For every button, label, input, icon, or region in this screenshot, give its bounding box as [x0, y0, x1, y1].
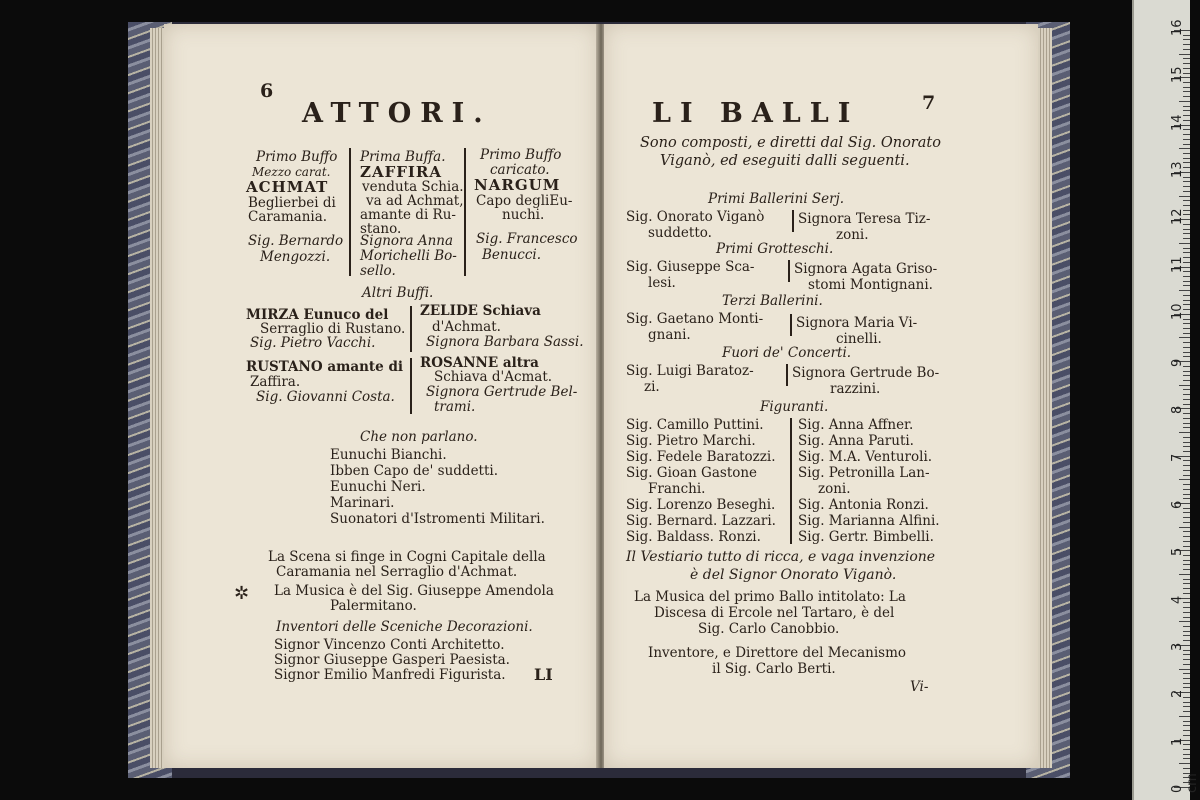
figurante-name: zoni. [818, 481, 851, 497]
ruler-tick [1183, 423, 1190, 424]
ruler-tick [1183, 186, 1190, 187]
ruler-number: 13 [1170, 161, 1185, 178]
dancer-name: Sig. Onorato Viganò [626, 209, 765, 225]
ruler-tick [1183, 683, 1190, 684]
page-number: 6 [260, 80, 274, 102]
page-edges-right [1038, 28, 1052, 768]
music-credit: La Musica è del Sig. Giuseppe Amendola [274, 583, 554, 599]
machinery-credit: il Sig. Carlo Berti. [712, 661, 836, 677]
ruler-tick [1183, 626, 1190, 627]
ruler-number: 11 [1170, 255, 1185, 273]
role-label: Primo Buffo [256, 149, 338, 165]
ruler-tick [1183, 404, 1190, 405]
music-credit: Sig. Carlo Canobbio. [698, 621, 840, 637]
figurante-name: Sig. Fedele Baratozzi. [626, 449, 776, 465]
figurante-name: Sig. Gioan Gastone [626, 465, 758, 481]
ruler-tick [1183, 181, 1190, 182]
ruler-tick [1183, 91, 1190, 92]
character-desc: stano. [360, 221, 402, 237]
ruler-tick [1179, 337, 1190, 338]
ruler-tick [1183, 560, 1190, 561]
ruler-tick [1183, 758, 1190, 759]
ruler-number: 15 [1170, 66, 1185, 84]
character-name: ZAFFIRA [360, 163, 443, 181]
ruler-tick [1183, 489, 1190, 490]
section-heading: Primi Ballerini Serj. [708, 191, 845, 207]
ruler-tick [1183, 706, 1190, 707]
scene-text: La Scena si finge in Cogni Capitale della [268, 549, 546, 565]
ruler-tick [1183, 593, 1190, 594]
character-line: RUSTANO amante di [246, 359, 404, 375]
ruler-tick [1183, 442, 1190, 443]
ruler-tick [1179, 716, 1190, 717]
dancer-name: Signora Gertrude Bo- [792, 365, 940, 381]
character-desc: Schiava d'Acmat. [434, 369, 553, 385]
character-desc: Capo degliEu- [476, 193, 573, 209]
page-heading: ATTORI. [302, 98, 492, 129]
non-speaking-item: Ibben Capo de' suddetti. [330, 463, 499, 479]
ruler-tick [1183, 238, 1190, 239]
ruler-tick [1183, 569, 1190, 570]
figurante-name: Sig. Anna Paruti. [798, 433, 914, 449]
ruler-tick [1183, 233, 1190, 234]
character-desc: Zaffira. [250, 374, 301, 390]
figurante-name: Sig. Gertr. Bimbelli. [798, 529, 934, 545]
ruler-number: 10 [1170, 303, 1185, 320]
ruler-tick [1183, 300, 1190, 301]
ruler-tick [1183, 96, 1190, 97]
page-edges-left [150, 28, 164, 768]
ruler-tick [1183, 617, 1190, 618]
ruler-number: 16 [1170, 19, 1185, 36]
actor-name: Sig. Bernardo [248, 233, 344, 249]
figurante-name: Sig. Camillo Puttini. [626, 417, 764, 433]
ruler-tick [1183, 44, 1190, 45]
column-divider [349, 148, 351, 276]
ruler-tick [1179, 243, 1190, 244]
ruler-tick [1183, 285, 1190, 286]
dancer-name: cinelli. [836, 331, 882, 347]
actor-name: trami. [434, 399, 476, 415]
ruler-tick [1183, 579, 1190, 580]
character-line: ZELIDE Schiava [420, 303, 541, 319]
ruler-tick [1183, 687, 1190, 688]
figurante-name: Sig. Petronilla Lan- [798, 465, 930, 481]
ruler-tick [1183, 276, 1190, 277]
actor-name: Sig. Giovanni Costa. [256, 389, 395, 405]
costume-credit: Il Vestiario tutto di ricca, e vaga invenzione [626, 549, 936, 565]
section-heading: Fuori de' Concerti. [722, 345, 852, 361]
ruler-tick [1183, 134, 1190, 135]
ruler-tick [1183, 754, 1190, 755]
ruler-tick [1183, 512, 1190, 513]
ruler-tick [1183, 659, 1190, 660]
ruler-tick [1183, 546, 1190, 547]
costume-credit: è del Signor Onorato Viganò. [690, 567, 897, 583]
ruler-number: 1 [1170, 737, 1185, 746]
ruler-tick [1183, 498, 1190, 499]
figurante-name: Sig. Baldass. Ronzi. [626, 529, 761, 545]
ruler-tick [1179, 669, 1190, 670]
character-entry [246, 308, 388, 322]
ruler-number: 9 [1170, 358, 1185, 368]
non-speaking-item: Eunuchi Neri. [330, 479, 426, 495]
column-divider [788, 260, 790, 282]
ruler-tick [1183, 394, 1190, 395]
character-desc: nuchi. [502, 207, 545, 223]
character-desc: venduta Schia. [362, 179, 464, 195]
column-divider [786, 364, 788, 386]
section-heading: Inventori delle Sceniche Decorazioni. [276, 619, 533, 635]
ruler-tick [1183, 583, 1190, 584]
non-speaking-item: Eunuchi Bianchi. [330, 447, 447, 463]
left-page [164, 24, 598, 768]
dancer-name: suddetto. [648, 225, 712, 241]
ruler-tick [1183, 541, 1190, 542]
actor-name: Sig. Francesco [476, 231, 578, 247]
character-desc: Caramania. [248, 209, 328, 225]
actor-name: Sig. Pietro Vacchi. [250, 335, 376, 351]
ruler-number: 14 [1170, 114, 1185, 131]
dancer-name: zoni. [836, 227, 869, 243]
music-credit: Palermitano. [330, 598, 417, 614]
measuring-ruler [1132, 0, 1200, 800]
dancer-name: Sig. Gaetano Monti- [626, 311, 764, 327]
ruler-tick [1183, 399, 1190, 400]
ruler-tick [1183, 375, 1190, 376]
actor-name: Benucci. [482, 247, 542, 263]
column-divider [464, 148, 466, 276]
ruler-tick [1183, 531, 1190, 532]
actor-name: sello. [360, 263, 396, 279]
dancer-name: Signora Maria Vi- [796, 315, 918, 331]
ruler-tick [1183, 721, 1190, 722]
catchword: LI [534, 665, 553, 684]
ruler-tick [1179, 432, 1190, 433]
ruler-tick [1179, 196, 1190, 197]
ruler-tick [1183, 200, 1190, 201]
ruler-tick [1183, 356, 1190, 357]
ruler-tick [1183, 635, 1190, 636]
page-heading: LI BALLI [652, 98, 860, 129]
ruler-tick [1183, 328, 1190, 329]
ruler-tick [1183, 63, 1190, 64]
character-desc: Serraglio di Rustano. [260, 321, 406, 337]
actor-name: Morichelli Bo- [360, 248, 457, 264]
role-label: Prima Buffa. [360, 149, 446, 165]
ruler-tick [1183, 735, 1190, 736]
ruler-number: 0 cm [1170, 772, 1200, 793]
ruler-tick [1183, 252, 1190, 253]
ruler-tick [1183, 191, 1190, 192]
ruler-tick [1179, 527, 1190, 528]
ruler-tick [1183, 380, 1190, 381]
dancer-name: Sig. Luigi Baratoz- [626, 363, 754, 379]
column-divider [410, 358, 412, 414]
ruler-tick [1183, 673, 1190, 674]
ruler-tick [1183, 475, 1190, 476]
section-heading: Altri Buffi. [362, 285, 434, 301]
page-number: 7 [922, 92, 936, 114]
right-page [604, 24, 1038, 768]
figurante-name: Sig. M.A. Venturoli. [798, 449, 933, 465]
ruler-number: 6 [1170, 500, 1185, 509]
ruler-number: 4 [1170, 595, 1185, 604]
figurante-name: Sig. Lorenzo Beseghi. [626, 497, 776, 513]
role-label: Primo Buffo [480, 147, 562, 163]
ruler-tick [1179, 763, 1190, 764]
section-heading: Figuranti. [760, 399, 829, 415]
ruler-tick [1183, 664, 1190, 665]
ruler-tick [1183, 654, 1190, 655]
ruler-tick [1183, 158, 1190, 159]
figurante-name: Franchi. [648, 481, 706, 497]
ruler-tick [1183, 607, 1190, 608]
column-divider [790, 314, 792, 336]
character-desc: amante di Ru- [360, 207, 456, 223]
ruler-tick [1183, 612, 1190, 613]
actor-name: Signora Gertrude Bel- [426, 384, 578, 400]
intro-text: Viganò, ed eseguiti dalli seguenti. [660, 153, 910, 169]
ruler-tick [1183, 470, 1190, 471]
ruler-tick [1183, 437, 1190, 438]
ruler-tick [1179, 54, 1190, 55]
figurante-name: Sig. Marianna Alfini. [798, 513, 940, 529]
ruler-tick [1183, 106, 1190, 107]
character-name: NARGUM [474, 176, 561, 194]
ruler-tick [1183, 640, 1190, 641]
ruler-tick [1183, 110, 1190, 111]
non-speaking-item: Marinari. [330, 495, 395, 511]
dancer-name: Signora Teresa Tiz- [798, 211, 931, 227]
ruler-tick [1183, 588, 1190, 589]
ruler-tick [1179, 101, 1190, 102]
inventor-item: Signor Vincenzo Conti Architetto. [274, 637, 505, 653]
intro-text: Sono composti, e diretti dal Sig. Onorato [640, 135, 941, 151]
dancer-name: Sig. Giuseppe Sca- [626, 259, 755, 275]
actor-name: Signora Anna [360, 233, 454, 249]
ruler-tick [1183, 451, 1190, 452]
ruler-tick [1183, 564, 1190, 565]
ruler-tick [1183, 144, 1190, 145]
actor-name: Mengozzi. [260, 249, 331, 265]
ruler-tick [1183, 58, 1190, 59]
music-credit: La Musica del primo Ballo intitolato: La [634, 589, 906, 605]
ruler-tick [1183, 678, 1190, 679]
ruler-number: 12 [1170, 208, 1185, 226]
ruler-number: 5 [1170, 548, 1185, 557]
section-heading: Primi Grotteschi. [716, 241, 834, 257]
character-desc: Beglierbei di [248, 195, 336, 211]
ruler-number: 3 [1170, 642, 1185, 651]
dancer-name: razzini. [830, 381, 881, 397]
ruler-tick [1183, 702, 1190, 703]
ruler-tick [1183, 153, 1190, 154]
machinery-credit: Inventore, e Direttore del Mecanismo [648, 645, 907, 661]
scene-text: Caramania nel Serraglio d'Achmat. [276, 564, 518, 580]
non-speaking-item: Suonatori d'Istromenti Militari. [330, 511, 545, 527]
ruler-tick [1183, 711, 1190, 712]
ruler-tick [1183, 427, 1190, 428]
ruler-tick [1183, 333, 1190, 334]
dancer-name: zi. [644, 379, 660, 395]
ruler-tick [1183, 768, 1190, 769]
ruler-tick [1179, 148, 1190, 149]
ruler-tick [1183, 281, 1190, 282]
ruler-number: 8 [1170, 406, 1185, 415]
ruler-tick [1183, 342, 1190, 343]
role-label: caricato. [490, 162, 550, 178]
dancer-name: lesi. [648, 275, 676, 291]
music-credit: Discesa di Ercole nel Tartaro, è del [654, 605, 895, 621]
ruler-tick [1183, 631, 1190, 632]
column-divider [410, 306, 412, 352]
ruler-tick [1179, 479, 1190, 480]
dancer-name: gnani. [648, 327, 691, 343]
actor-name: Signora Barbara Sassi. [426, 334, 584, 350]
figurante-name: Sig. Bernard. Lazzari. [626, 513, 776, 529]
ruler-number: 2 [1170, 689, 1185, 699]
character-desc: va ad Achmat, [366, 193, 464, 209]
ruler-tick [1183, 39, 1190, 40]
section-heading: Che non parlano. [360, 429, 478, 445]
ruler-tick [1183, 522, 1190, 523]
character-desc: d'Achmat. [432, 319, 501, 335]
ruler-tick [1183, 389, 1190, 390]
ruler-tick [1183, 517, 1190, 518]
figurante-name: Sig. Anna Affner. [798, 417, 914, 433]
ruler-tick [1179, 385, 1190, 386]
ruler-tick [1179, 290, 1190, 291]
ruler-number: 7 [1170, 453, 1185, 462]
figurante-name: Sig. Antonia Ronzi. [798, 497, 929, 513]
ruler-tick [1183, 725, 1190, 726]
ruler-tick [1183, 446, 1190, 447]
ruler-tick [1179, 574, 1190, 575]
ruler-tick [1183, 371, 1190, 372]
column-divider [792, 210, 794, 232]
ruler-tick [1183, 49, 1190, 50]
ruler-tick [1183, 494, 1190, 495]
ruler-tick [1179, 621, 1190, 622]
ruler-tick [1183, 248, 1190, 249]
printer-ornament: ✲ [234, 583, 250, 604]
ruler-tick [1183, 295, 1190, 296]
catchword: Vi- [910, 679, 929, 695]
role-label: Mezzo carat. [252, 165, 331, 179]
character-name: ACHMAT [246, 178, 329, 196]
dancer-name: Signora Agata Griso- [794, 261, 938, 277]
figurante-name: Sig. Pietro Marchi. [626, 433, 756, 449]
column-divider [790, 418, 792, 544]
ruler-tick [1183, 465, 1190, 466]
ruler-tick [1183, 749, 1190, 750]
ruler-tick [1183, 87, 1190, 88]
ruler-tick [1183, 418, 1190, 419]
ruler-tick [1183, 352, 1190, 353]
ruler-tick [1183, 484, 1190, 485]
ruler-tick [1183, 347, 1190, 348]
ruler-tick [1183, 323, 1190, 324]
ruler-tick [1183, 139, 1190, 140]
ruler-tick [1183, 536, 1190, 537]
ruler-tick [1183, 205, 1190, 206]
character-line: MIRZA Eunuco del [246, 307, 389, 323]
dancer-name: stomi Montignani. [808, 277, 933, 293]
section-heading: Terzi Ballerini. [722, 293, 823, 309]
inventor-item: Signor Giuseppe Gasperi Paesista. [274, 652, 510, 668]
ruler-tick [1183, 730, 1190, 731]
inventor-item: Signor Emilio Manfredi Figurista. [274, 667, 506, 683]
ruler-tick [1183, 229, 1190, 230]
character-line: ROSANNE altra [420, 355, 539, 371]
